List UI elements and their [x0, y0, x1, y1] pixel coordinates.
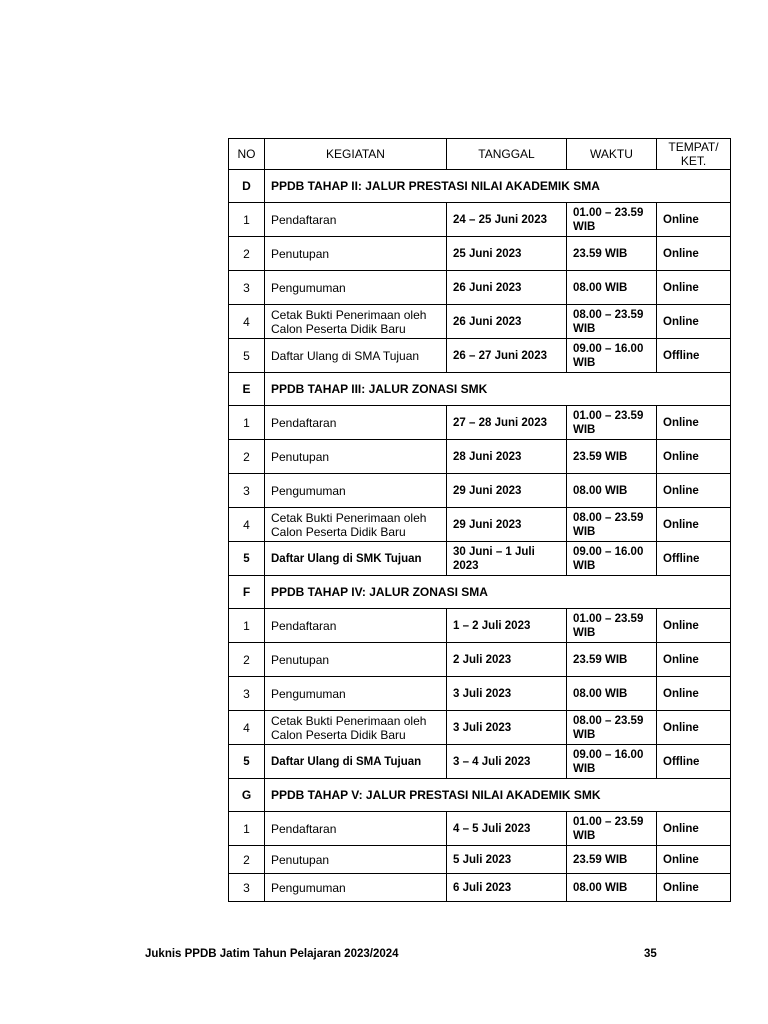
row-tempat: Online — [657, 474, 731, 508]
section-row — [229, 373, 731, 406]
row-kegiatan: Daftar Ulang di SMK Tujuan — [265, 542, 447, 576]
row-waktu: 09.00 – 16.00 WIB — [567, 542, 657, 576]
row-tanggal: 2 Juli 2023 — [447, 643, 567, 677]
section-title: PPDB TAHAP II: JALUR PRESTASI NILAI AKADEMIK SMA — [265, 170, 731, 203]
row-waktu: 23.59 WIB — [567, 643, 657, 677]
header-no: NO — [229, 139, 265, 170]
section-row — [229, 170, 731, 203]
row-tanggal: 24 – 25 Juni 2023 — [447, 203, 567, 237]
row-waktu: 23.59 WIB — [567, 846, 657, 874]
row-no: 4 — [229, 711, 265, 745]
row-kegiatan: Pendaftaran — [265, 609, 447, 643]
header-tanggal: TANGGAL — [447, 139, 567, 170]
row-no: 2 — [229, 440, 265, 474]
row-waktu: 23.59 WIB — [567, 440, 657, 474]
row-waktu: 08.00 WIB — [567, 677, 657, 711]
row-tanggal: 26 – 27 Juni 2023 — [447, 339, 567, 373]
row-tempat: Online — [657, 874, 731, 902]
row-tempat: Offline — [657, 339, 731, 373]
row-no: 3 — [229, 677, 265, 711]
row-waktu: 09.00 – 16.00 WIB — [567, 339, 657, 373]
table-row — [229, 271, 731, 305]
row-no: 5 — [229, 542, 265, 576]
row-kegiatan: Pengumuman — [265, 271, 447, 305]
row-kegiatan: Daftar Ulang di SMA Tujuan — [265, 339, 447, 373]
table-row — [229, 305, 731, 339]
row-tempat: Online — [657, 203, 731, 237]
section-letter: D — [229, 170, 265, 203]
row-tanggal: 5 Juli 2023 — [447, 846, 567, 874]
row-tanggal: 29 Juni 2023 — [447, 508, 567, 542]
row-tempat: Online — [657, 237, 731, 271]
row-waktu: 01.00 – 23.59 WIB — [567, 812, 657, 846]
row-no: 4 — [229, 508, 265, 542]
row-tanggal: 30 Juni – 1 Juli 2023 — [447, 542, 567, 576]
table-row — [229, 203, 731, 237]
section-row — [229, 576, 731, 609]
row-tanggal: 3 Juli 2023 — [447, 711, 567, 745]
row-kegiatan: Pengumuman — [265, 874, 447, 902]
row-kegiatan: Pendaftaran — [265, 203, 447, 237]
row-tanggal: 25 Juni 2023 — [447, 237, 567, 271]
section-row — [229, 779, 731, 812]
table-row — [229, 711, 731, 745]
row-no: 2 — [229, 643, 265, 677]
schedule-body — [229, 170, 731, 902]
row-no: 4 — [229, 305, 265, 339]
table-row — [229, 440, 731, 474]
row-tempat: Online — [657, 812, 731, 846]
table-row — [229, 542, 731, 576]
row-tanggal: 1 – 2 Juli 2023 — [447, 609, 567, 643]
row-tanggal: 27 – 28 Juni 2023 — [447, 406, 567, 440]
row-tanggal: 26 Juni 2023 — [447, 305, 567, 339]
row-waktu: 08.00 WIB — [567, 271, 657, 305]
row-no: 1 — [229, 406, 265, 440]
row-tanggal: 28 Juni 2023 — [447, 440, 567, 474]
page-number: 35 — [644, 948, 657, 960]
row-no: 5 — [229, 745, 265, 779]
row-tanggal: 29 Juni 2023 — [447, 474, 567, 508]
section-letter: G — [229, 779, 265, 812]
table-row — [229, 846, 731, 874]
row-tempat: Online — [657, 508, 731, 542]
row-kegiatan: Cetak Bukti Penerimaan oleh Calon Peserta Didik Baru — [265, 711, 447, 745]
row-waktu: 01.00 – 23.59 WIB — [567, 203, 657, 237]
row-kegiatan: Pendaftaran — [265, 812, 447, 846]
row-no: 1 — [229, 609, 265, 643]
row-no: 3 — [229, 474, 265, 508]
section-title: PPDB TAHAP IV: JALUR ZONASI SMA — [265, 576, 731, 609]
row-kegiatan: Daftar Ulang di SMA Tujuan — [265, 745, 447, 779]
row-no: 2 — [229, 846, 265, 874]
table-row — [229, 874, 731, 902]
row-tempat: Online — [657, 406, 731, 440]
row-kegiatan: Pendaftaran — [265, 406, 447, 440]
table-row — [229, 508, 731, 542]
section-title: PPDB TAHAP III: JALUR ZONASI SMK — [265, 373, 731, 406]
row-waktu: 23.59 WIB — [567, 237, 657, 271]
row-no: 3 — [229, 271, 265, 305]
row-no: 1 — [229, 812, 265, 846]
header-waktu: WAKTU — [567, 139, 657, 170]
table-row — [229, 474, 731, 508]
row-tanggal: 3 Juli 2023 — [447, 677, 567, 711]
row-tempat: Online — [657, 271, 731, 305]
header-tempat: TEMPAT/ KET. — [657, 139, 731, 170]
row-waktu: 09.00 – 16.00 WIB — [567, 745, 657, 779]
row-kegiatan: Cetak Bukti Penerimaan oleh Calon Peserta Didik Baru — [265, 305, 447, 339]
section-title: PPDB TAHAP V: JALUR PRESTASI NILAI AKADEMIK SMK — [265, 779, 731, 812]
row-no: 3 — [229, 874, 265, 902]
row-kegiatan: Pengumuman — [265, 474, 447, 508]
row-tempat: Online — [657, 305, 731, 339]
row-tempat: Online — [657, 677, 731, 711]
row-no: 5 — [229, 339, 265, 373]
row-kegiatan: Pengumuman — [265, 677, 447, 711]
row-kegiatan: Penutupan — [265, 440, 447, 474]
table-row — [229, 339, 731, 373]
row-kegiatan: Cetak Bukti Penerimaan oleh Calon Peserta Didik Baru — [265, 508, 447, 542]
table-row — [229, 677, 731, 711]
row-tanggal: 6 Juli 2023 — [447, 874, 567, 902]
row-tempat: Online — [657, 643, 731, 677]
row-tempat: Offline — [657, 542, 731, 576]
row-tanggal: 3 – 4 Juli 2023 — [447, 745, 567, 779]
row-kegiatan: Penutupan — [265, 643, 447, 677]
row-waktu: 08.00 – 23.59 WIB — [567, 508, 657, 542]
table-header-row — [229, 139, 731, 170]
table-row — [229, 745, 731, 779]
table-row — [229, 406, 731, 440]
row-waktu: 01.00 – 23.59 WIB — [567, 406, 657, 440]
row-tempat: Offline — [657, 745, 731, 779]
row-tempat: Online — [657, 711, 731, 745]
table-row — [229, 812, 731, 846]
row-tempat: Online — [657, 846, 731, 874]
row-tanggal: 4 – 5 Juli 2023 — [447, 812, 567, 846]
row-no: 1 — [229, 203, 265, 237]
row-kegiatan: Penutupan — [265, 846, 447, 874]
section-letter: E — [229, 373, 265, 406]
row-waktu: 08.00 – 23.59 WIB — [567, 305, 657, 339]
section-letter: F — [229, 576, 265, 609]
row-waktu: 08.00 WIB — [567, 474, 657, 508]
row-waktu: 08.00 WIB — [567, 874, 657, 902]
row-tempat: Online — [657, 609, 731, 643]
table-row — [229, 237, 731, 271]
row-kegiatan: Penutupan — [265, 237, 447, 271]
row-waktu: 08.00 – 23.59 WIB — [567, 711, 657, 745]
schedule-table — [228, 138, 731, 902]
row-tempat: Online — [657, 440, 731, 474]
table-row — [229, 643, 731, 677]
row-tanggal: 26 Juni 2023 — [447, 271, 567, 305]
header-kegiatan: KEGIATAN — [265, 139, 447, 170]
footer-title: Juknis PPDB Jatim Tahun Pelajaran 2023/2024 — [145, 948, 399, 960]
table-row — [229, 609, 731, 643]
row-no: 2 — [229, 237, 265, 271]
row-waktu: 01.00 – 23.59 WIB — [567, 609, 657, 643]
